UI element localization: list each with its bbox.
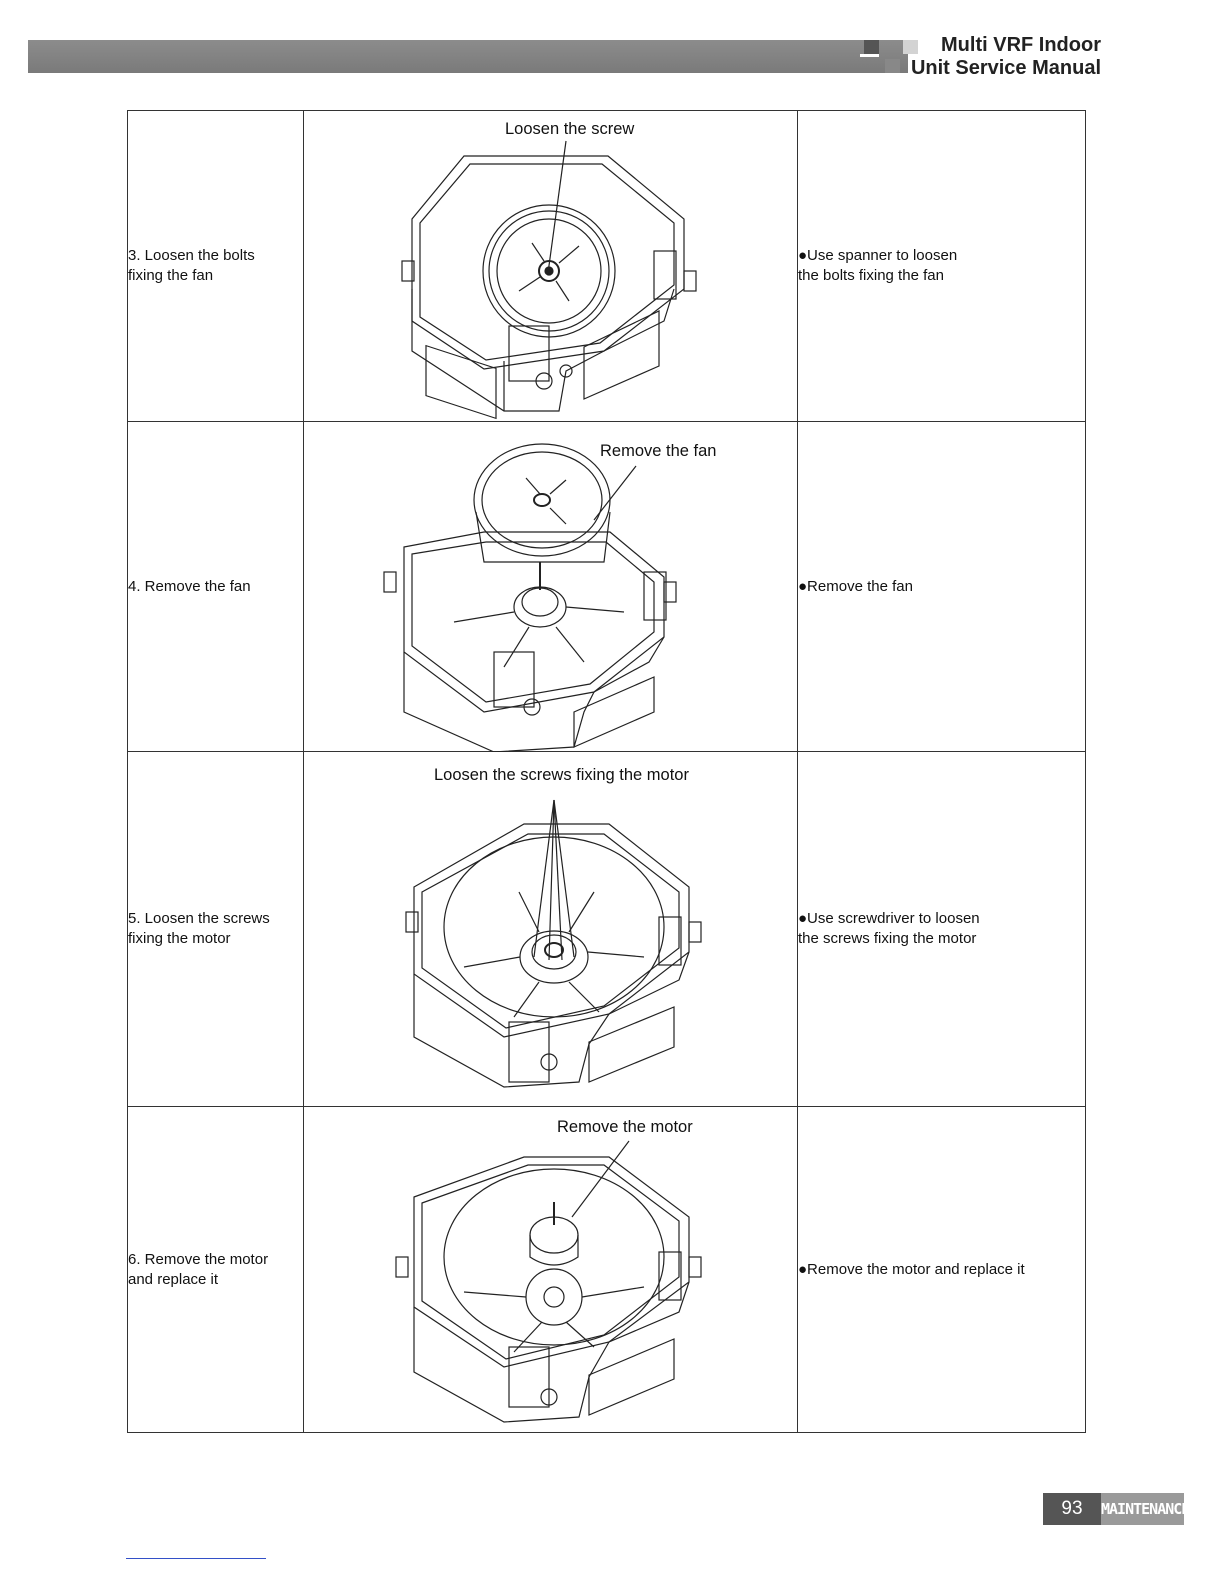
- step-cell: [128, 422, 304, 752]
- unit-with-fan-drawing: [304, 111, 798, 422]
- footer-link-underline: [126, 1558, 266, 1559]
- manual-title: [911, 34, 1101, 80]
- table-row: [128, 422, 1086, 752]
- note-cell: [798, 752, 1086, 1107]
- step-label: 5. Loosen the screws fixing the motor: [128, 910, 270, 947]
- note-cell: [798, 1107, 1086, 1433]
- step-cell: [128, 752, 304, 1107]
- header-square-dark: [864, 40, 879, 54]
- table-row: [128, 1107, 1086, 1433]
- motor-screws-drawing: [304, 752, 798, 1107]
- figure-caption: Remove the motor: [557, 1118, 693, 1136]
- fan-removal-drawing: [304, 422, 798, 752]
- table-row: [128, 752, 1086, 1107]
- figure-cell: [304, 422, 798, 752]
- step-label: 6. Remove the motor and replace it: [128, 1250, 269, 1288]
- step-label: 3. Loosen the bolts fixing the fan: [128, 247, 255, 284]
- figure-cell: [304, 111, 798, 422]
- step-label: 4. Remove the fan: [128, 577, 251, 595]
- header-bar: [28, 40, 908, 73]
- figure-caption: Loosen the screw: [505, 120, 635, 138]
- motor-removal-drawing: [304, 1107, 798, 1433]
- step-cell: [128, 1107, 304, 1433]
- note-text: ●Remove the fan: [798, 577, 913, 595]
- note-text: ●Use spanner to loosen the bolts fixing the fan: [798, 247, 958, 284]
- page-number: 93: [1043, 1493, 1101, 1525]
- header-square-divider: [860, 54, 879, 57]
- section-tag: MAINTENANCE: [1101, 1493, 1184, 1525]
- figure-caption: Loosen the screws fixing the motor: [434, 766, 689, 784]
- manual-title-line2: Unit Service Manual: [910, 57, 1101, 79]
- figure-cell: [304, 752, 798, 1107]
- header-square-mid: [885, 59, 900, 73]
- note-cell: [798, 111, 1086, 422]
- note-text: ●Use screwdriver to loosen the screws fixing the motor: [798, 910, 980, 947]
- figure-caption: Remove the fan: [600, 442, 717, 460]
- procedure-table: [127, 110, 1086, 1433]
- manual-title-line1: Multi VRF Indoor: [941, 34, 1101, 56]
- header-logo-squares: [860, 38, 910, 78]
- figure-cell: [304, 1107, 798, 1433]
- step-cell: [128, 111, 304, 422]
- note-cell: [798, 422, 1086, 752]
- note-text: ●Remove the motor and replace it: [798, 1260, 1025, 1278]
- table-row: [128, 111, 1086, 422]
